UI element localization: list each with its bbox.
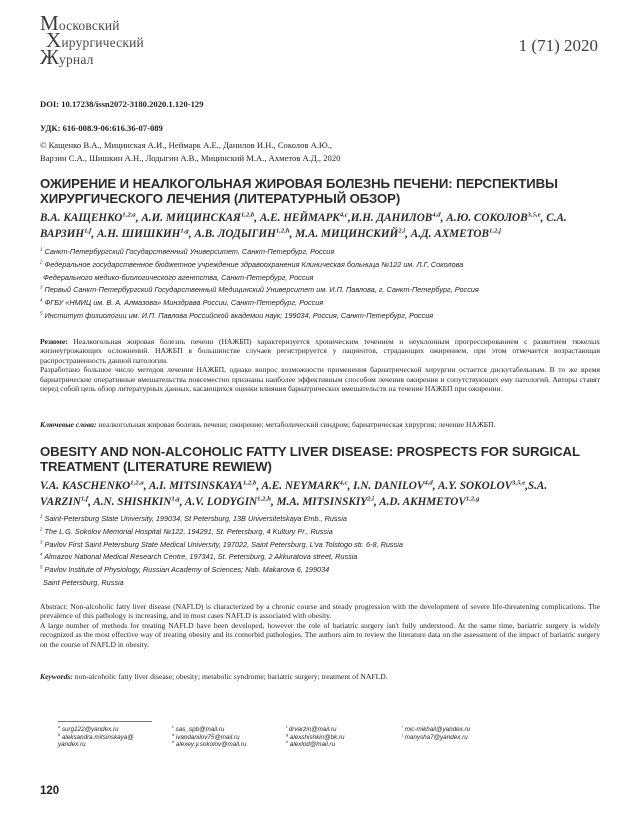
title-ru-line-2: ХИРУРГИЧЕСКОГО ЛЕЧЕНИЯ (ЛИТЕРАТУРНЫЙ ОБЗОР) (40, 190, 401, 206)
email-address: alexey.y.sokolov@mail.ru (174, 741, 247, 749)
en-author-sep: , (179, 496, 185, 508)
en-author-sep: , (432, 480, 438, 492)
email-address: surg122@yandex.ru (60, 726, 119, 733)
ru-author-name: А.И. МИЦИНСКАЯ (141, 212, 241, 224)
en-author-sup: 1,f (80, 495, 89, 503)
ru-affiliation-number: 4 (40, 297, 43, 303)
ru-author-name: М.А. МИЦИНСКИЙ (295, 228, 399, 240)
ru-author (351, 212, 447, 224)
email-marker: e (172, 740, 175, 745)
logo-line-3: Журнал (40, 45, 94, 69)
ru-author-sep: , (405, 228, 411, 240)
ru-author-sup: 1,2,а (122, 211, 136, 219)
en-author (185, 496, 277, 508)
ru-affiliation-text: Первый Санкт-Петербургский Государственный Медицинский Университет им. И.П. Павлова, г. Санкт-Петербург, Россия (42, 285, 479, 295)
keywords-en (40, 672, 600, 681)
ru-author-name: А.Е. НЕЙМАРК (259, 212, 340, 224)
page-number: 120 (40, 785, 60, 797)
copyright-line-1: © Кащенко В.А., Мицинская А.И., Неймарк А.Е., Данилов И.Н., Соколов А.Ю., (40, 140, 333, 150)
email-marker: h (286, 740, 289, 745)
ru-author (40, 212, 141, 224)
ru-author-name: А.В. ЛОДЫГИН (194, 228, 276, 240)
en-affiliation (40, 526, 600, 539)
email-entry (172, 726, 246, 734)
email-marker: g (286, 732, 289, 737)
email-address: ivandanilov75@mail.ru (174, 733, 240, 741)
ru-author-sup: 2,i (398, 227, 406, 235)
en-author-sep: , (270, 496, 277, 508)
ru-author-sep: , (289, 228, 296, 240)
article-title-ru (40, 177, 600, 206)
email-address: alexshishkin@bk.ru (288, 733, 345, 741)
en-author-sup: 2,i (367, 495, 374, 503)
abstract-ru (40, 337, 600, 393)
en-author-sup: 4,d (424, 479, 433, 487)
email-address: manysha7@yandex.ru (402, 733, 468, 741)
email-column-3 (286, 726, 345, 749)
email-marker: j (402, 732, 403, 737)
ru-affiliation (40, 272, 600, 285)
en-affiliation-text: The L.G. Sokolov Memorial Hospital №122, 194291, St. Petersburg, 4 Kultury Pr., Russia (42, 526, 333, 536)
abstract-en (40, 602, 600, 649)
en-author (40, 480, 149, 492)
affiliations-ru (40, 246, 600, 323)
ru-author-name: А.Н. ШИШКИН (96, 228, 181, 240)
ru-author (446, 212, 546, 224)
en-author-name: S.A. VARZIN (40, 480, 548, 508)
email-entry (58, 741, 134, 749)
en-author (149, 480, 262, 492)
affiliations-en (40, 513, 600, 590)
en-affiliation-number: 1 (40, 513, 43, 519)
email-entry (58, 726, 134, 734)
email-column-2 (172, 726, 246, 749)
ru-author (295, 228, 411, 240)
en-author-sup: 1,g (171, 495, 180, 503)
authors-en (40, 478, 600, 510)
keywords-en-text: non-alcoholic fatty liver disease; obesity; metabolic syndrome; bariatric surgery; treatment of NAFLD. (72, 672, 388, 681)
ru-author (97, 228, 194, 240)
keywords-ru-text: неалкогольная жировая болезнь печени; ожирение; метаболический синдром; бариатрическая хирургия; лечение НАЖБП. (96, 420, 496, 429)
email-entry (286, 726, 345, 734)
ru-author-sep: , (347, 212, 351, 224)
ru-author (141, 212, 260, 224)
ru-author-sup: 3,5,e (527, 211, 541, 219)
en-affiliation-number: 3 (40, 539, 43, 545)
en-author-sep: , (347, 480, 354, 492)
en-author (353, 480, 438, 492)
ru-affiliation (40, 246, 600, 259)
en-affiliation-text: Saint Petersburg, Russia (43, 577, 124, 587)
ru-author (411, 228, 501, 240)
en-author-sup: 3,5,e (512, 479, 526, 487)
ru-author-name: И.Н. ДАНИЛОВ (350, 212, 433, 224)
en-author (379, 496, 479, 508)
email-address: sas_spb@mail.ru (173, 726, 225, 733)
ru-author-sep: , (91, 228, 97, 240)
email-entry (172, 741, 246, 749)
email-address: yandex.ru (58, 741, 86, 749)
keywords-ru-label: Ключевые слова: (40, 420, 97, 429)
en-author-name: A.Y. SOKOLOV (437, 480, 513, 492)
ru-author-name: А.Ю. СОКОЛОВ (446, 212, 528, 224)
email-address: mic-mikhail@yandex.ru (402, 726, 471, 733)
ru-author-sup: 1,f (84, 227, 92, 235)
copyright-line-2: Варзин С.А., Шишкин А.Н., Лодыгин А.В., Мицинский М.А., Ахметов А.Д., 2020 (40, 153, 341, 163)
en-author-name: A.D. AKHMETOV (379, 496, 466, 508)
ru-author-name: С.А. ВАРЗИН (40, 212, 567, 240)
abstract-en-p1: Abstract: Non-alcoholic fatty liver disease (NAFLD) is characterized by a chronic course and steady progression with the development of severe life-threatening complications. The prevalence of this pathology is increasing, and in most cases NAFLD is associated with obesity. (40, 602, 600, 621)
en-author-sep: , (373, 496, 380, 508)
article-title-en (40, 445, 600, 474)
en-author (262, 480, 354, 492)
en-author-name: M.A. MITSINSKIY (276, 496, 368, 508)
ru-author-name: В.А. КАЩЕНКО (40, 212, 123, 224)
en-affiliation-number: 5 (40, 564, 43, 570)
ru-author-sep: , (188, 228, 195, 240)
ru-affiliation-number: 1 (40, 246, 43, 252)
udk: УДК: 616-008.9-06:616.36-07-089 (40, 123, 163, 133)
en-author (277, 496, 380, 508)
ru-author-sup: 1,2,j (488, 227, 501, 235)
email-address: alexlod@mail.ru (288, 741, 336, 749)
en-author-sep: , (256, 480, 262, 492)
en-author (438, 480, 528, 492)
ru-affiliation-text: ФГБУ «НМИЦ им. В. А. Алмазова» Минздрава России, Санкт-Петербург, Россия (42, 298, 324, 308)
ru-author-sep: , (254, 212, 260, 224)
email-marker: d (172, 732, 175, 737)
en-author-sup: 4,c (339, 479, 348, 487)
email-marker: f (286, 724, 288, 729)
en-author-sup: 1,2,b (242, 479, 257, 487)
email-marker: b (58, 732, 61, 737)
ru-affiliation (40, 259, 600, 272)
logo-line-1: Московский (40, 11, 120, 35)
ru-author-sep: , (135, 212, 142, 224)
ru-affiliation (40, 297, 600, 310)
ru-author-sup: 1,g (180, 227, 189, 235)
email-marker: i (402, 724, 403, 729)
abstract-en-p2: A large number of methods for treating NAFLD have been developed, however the role of bariatric surgery isn't fully understood. At the same time, bariatric surgery is widely recognized as the most effective way of treating obesity and its comorbid pathologies. The authors aim to review the literature data on the assessment of the impact of bariatric surgery on the course of NAFLD in obesity. (40, 620, 600, 649)
footnote-divider (58, 721, 152, 722)
title-en-line-1: OBESITY AND NON-ALCOHOLIC FATTY LIVER DISEASE: PROSPECTS FOR SURGICAL (40, 444, 580, 459)
en-author-name: A.E. NEYMARK (261, 480, 340, 492)
email-column-4 (402, 726, 470, 741)
doi: DOI: 10.17238/issn2072-3180.2020.1.120-129 (40, 99, 204, 109)
en-affiliation-text: Almazov National Medical Research Centre, 197341, St. Petersburg, 2 Akkuratova street, Russia (42, 552, 358, 562)
en-affiliation (40, 513, 600, 526)
email-address: aleksandra.mitsinskaya@ (60, 733, 134, 741)
ru-affiliation-text: Федеральное государственное бюджетное учреждение здравоохранения Клиническая больница №122 им. Л.Г. Соколова (42, 259, 464, 269)
ru-affiliation-number: 3 (40, 284, 43, 290)
en-affiliation-text: Saint-Petersburg State University, 199034, St Petersburg, 13B Universitetskaya Emb., Russia (42, 514, 347, 523)
en-author (93, 496, 185, 508)
en-affiliation (40, 551, 600, 564)
title-en-line-2: TREATMENT (LITERATURE REWIEW) (40, 458, 272, 474)
ru-author-sup: 1,2,h (275, 227, 290, 235)
abstract-ru-label: Резюме: (40, 337, 68, 346)
email-address: drvarzin@mail.ru (287, 726, 337, 733)
ru-author-sup: 4,d (432, 211, 441, 219)
keywords-en-label: Keywords: (40, 672, 73, 681)
ru-affiliation-number: 5 (40, 310, 43, 316)
email-column-1 (58, 726, 134, 749)
ru-author-name: А.Д. АХМЕТОВ (410, 228, 489, 240)
ru-affiliation (40, 284, 600, 297)
en-affiliation (40, 539, 600, 552)
email-entry (402, 734, 470, 742)
ru-author-sup: 4,c (339, 211, 348, 219)
ru-affiliation-text: Федерального медико-биологического агентства, Санкт-Петербург, Россия (43, 272, 314, 282)
en-author-name: A.V. LODYGIN (184, 496, 258, 508)
email-marker: a (58, 724, 61, 729)
en-author-sup: 1,2,a (130, 479, 144, 487)
en-author-name: V.A. KASCHENKO (40, 480, 131, 492)
ru-affiliation-text: Институт физиологии им. И.П. Павлова Российской академии наук; 199034, Россия, Санкт-Петербург, Россия (42, 310, 434, 320)
abstract-ru-p2: Разработано большое число методов лечения НАЖБП, однако вопрос возможности применения бариатрической хирургии остается дискутабельным. В то же время бариатрические оперативные вмешательства повсеместно признаны наиболее эффективным способом лечения ожирения и сопутствующих ему патологий. Авторы ставят перед собой цель обзор литературных данных, касающихся оценки влияния бариатрических вмешательств на течение НАЖБП при ожирении. (40, 365, 600, 394)
en-affiliation-text: Pavlov Institute of Physiology, Russian Academy of Sciences; Nab. Makarova 6, 199034 (42, 565, 330, 575)
ru-author-sep: , (440, 212, 447, 224)
email-entry (286, 741, 345, 749)
logo-line-2: Хирургический (46, 28, 144, 52)
ru-author (194, 228, 295, 240)
ru-affiliation (40, 310, 600, 323)
ru-author-sup: 1,2,b (240, 211, 255, 219)
abstract-ru-p1: Неалкогольная жировая болезнь печени (НАЖБП) характеризуется хроническим течением и неуклонным прогрессированием с развитием тяжелых жизнеугрожающих осложнений. НАЖБП в большинстве случаев регистрируется у пациентов, страдающих ожирением, при этом отмечается возрастающая распространенность данной патологии. (40, 337, 600, 365)
en-affiliation-number: 2 (40, 526, 43, 532)
ru-author-sep: , (540, 212, 547, 224)
keywords-ru (40, 420, 600, 429)
ru-affiliation-text: Санкт-Петербургский Государственный Университет, Санкт-Петербург, Россия (42, 247, 335, 256)
ru-author (260, 212, 351, 224)
en-affiliation (40, 564, 600, 577)
en-author-sup: 1,2,g (465, 495, 480, 503)
email-entry (402, 726, 470, 734)
email-entry (58, 734, 134, 742)
en-author-name: A.I. MITSINSKAYA (148, 480, 243, 492)
en-author-name: I.N. DANILOV (353, 480, 425, 492)
en-author-sep: , (143, 480, 149, 492)
ru-affiliation-number: 2 (40, 259, 43, 265)
en-affiliation-text: Pavlov First Saint Petersburg State Medical University, 197022, Saint Petersburg, L'va Tolstogo str. 6-8, Russia (42, 539, 403, 549)
en-author-sup: 1,2,h (257, 495, 271, 503)
issue-number: 1 (71) 2020 (518, 36, 598, 55)
title-ru-line-1: ОЖИРЕНИЕ И НЕАЛКОГОЛЬНАЯ ЖИРОВАЯ БОЛЕЗНЬ ПЕЧЕНИ: ПЕРСПЕКТИВЫ (40, 176, 558, 191)
en-author-name: A.N. SHISHKIN (93, 496, 172, 508)
email-marker: c (172, 724, 174, 729)
en-author-sep: , (88, 496, 94, 508)
en-affiliation-number: 4 (40, 551, 43, 557)
en-affiliation (40, 577, 600, 590)
authors-ru (40, 210, 600, 242)
journal-logo (40, 11, 240, 69)
en-author-sep: , (525, 480, 528, 492)
